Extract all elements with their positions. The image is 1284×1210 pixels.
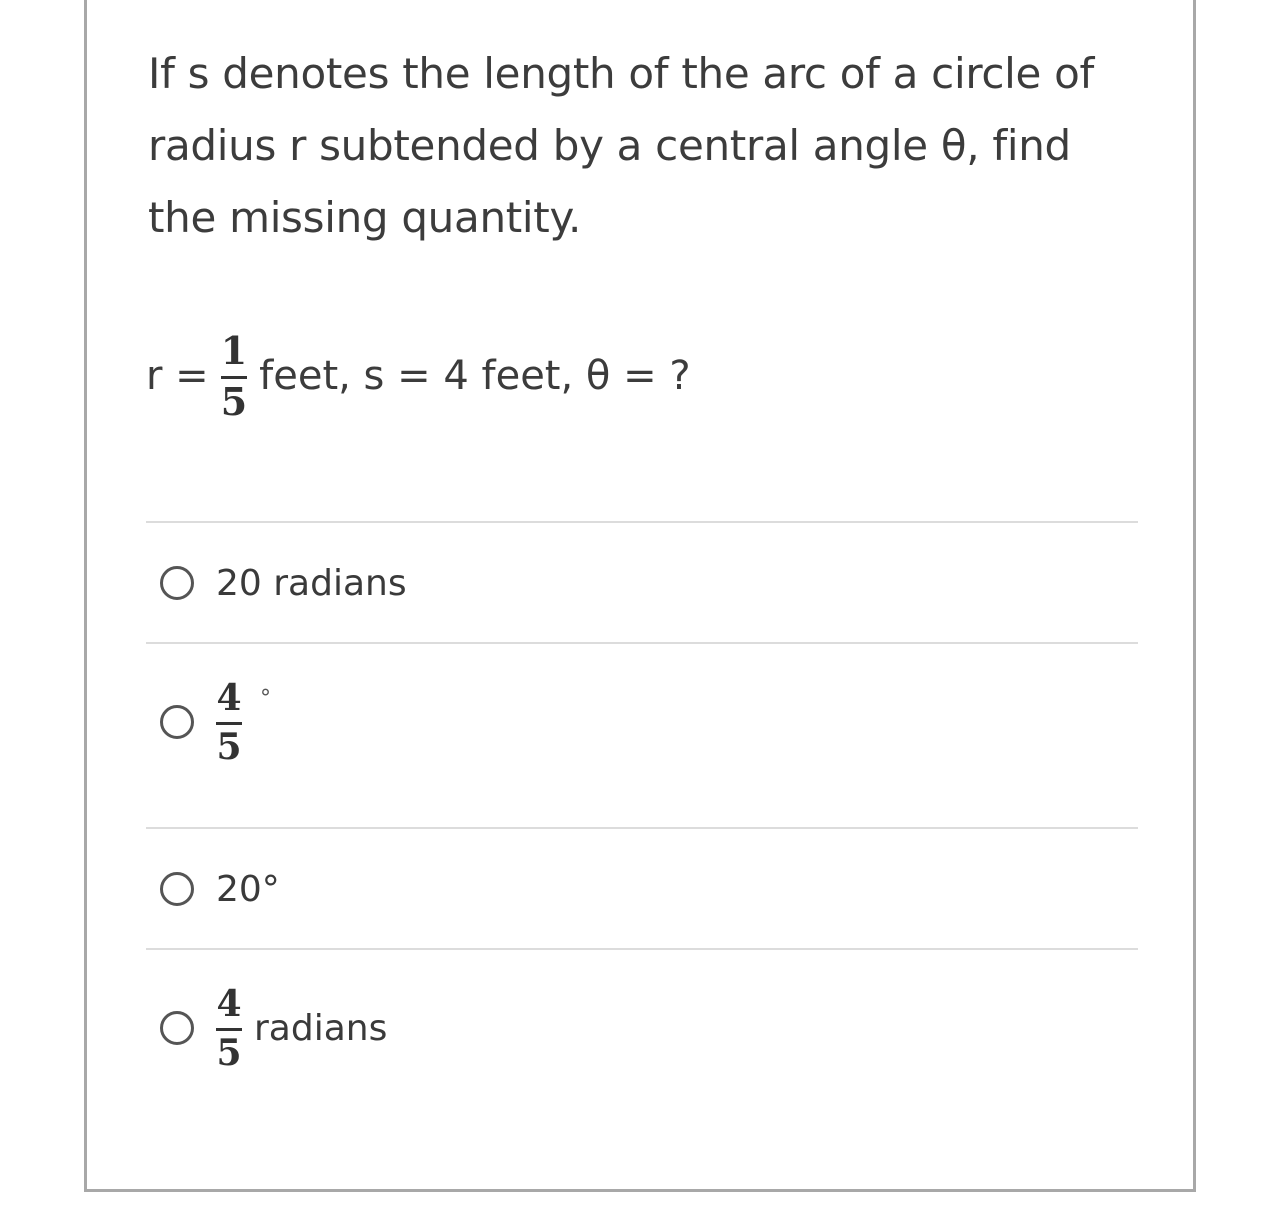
given-rest: feet, s = 4 feet, θ = ? xyxy=(259,353,691,399)
given-values xyxy=(146,326,1046,426)
fraction-bar xyxy=(216,722,242,725)
option-label: 20 radians xyxy=(216,562,407,604)
option-4[interactable] xyxy=(160,978,387,1078)
radio-button[interactable] xyxy=(160,705,194,739)
divider xyxy=(146,642,1138,644)
divider xyxy=(146,948,1138,950)
r-denominator: 5 xyxy=(220,378,248,424)
option-fraction xyxy=(216,982,242,1074)
option-2[interactable] xyxy=(160,672,271,772)
r-label: r = xyxy=(146,353,209,399)
option-numerator: 4 xyxy=(216,676,242,719)
radio-button[interactable] xyxy=(160,566,194,600)
question-text: If s denotes the length of the arc of a circle of radius r subtended by a central angle θ, find the missing quantity. xyxy=(148,49,1095,242)
option-label: 20° xyxy=(216,868,280,910)
fraction-bar xyxy=(216,1028,242,1031)
option-1[interactable] xyxy=(160,560,407,606)
option-denominator: 5 xyxy=(216,1031,242,1074)
option-fraction xyxy=(216,676,242,768)
option-numerator: 4 xyxy=(216,982,242,1025)
option-suffix: radians xyxy=(254,1007,388,1049)
divider xyxy=(146,827,1138,829)
option-denominator: 5 xyxy=(216,725,242,768)
r-numerator: 1 xyxy=(220,327,248,373)
divider xyxy=(146,521,1138,523)
r-fraction xyxy=(220,327,248,424)
degree-symbol: ° xyxy=(260,686,271,711)
option-3[interactable] xyxy=(160,866,280,912)
radio-button[interactable] xyxy=(160,1011,194,1045)
radio-button[interactable] xyxy=(160,872,194,906)
